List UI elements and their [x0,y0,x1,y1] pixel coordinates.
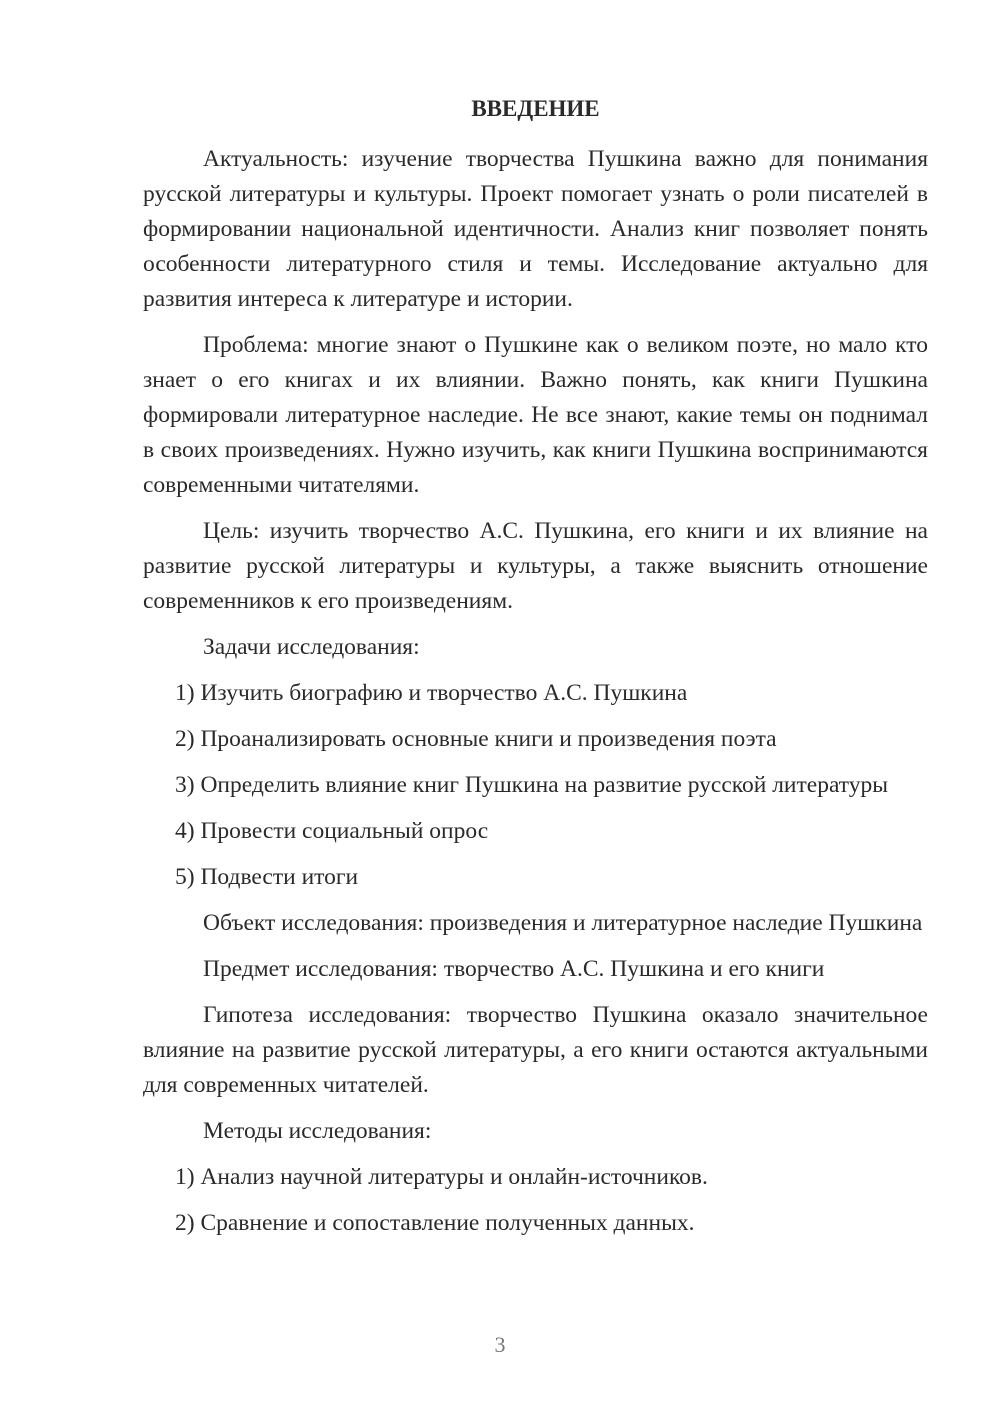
goal-paragraph: Цель: изучить творчество А.С. Пушкина, его книги и их влияние на развитие русской литературы и культуры, а также выяснить отношение современников к его произведениям. [143,518,928,614]
research-object: Объект исследования: произведения и литературное наследие Пушкина [203,910,923,936]
page-title: ВВЕДЕНИЕ [471,96,600,121]
problem-paragraph: Проблема: многие знают о Пушкине как о великом поэте, но мало кто знает о его книгах и их влиянии. Важно понять, как книги Пушкина формировали литературное наследие. Не все знают, какие темы он поднимал в своих произведениях. Нужно изучить, как книги Пушкина воспринимаются современными читателями. [143,332,928,498]
research-subject: Предмет исследования: творчество А.С. Пушкина и его книги [203,956,825,982]
method-item-2: 2) Сравнение и сопоставление полученных данных. [175,1210,695,1236]
relevance-paragraph: Актуальность: изучение творчества Пушкина важно для понимания русской литературы и культуры. Проект помогает узнать о роли писателей в формировании национальной идентичности. Анализ книг позволяет понять особенности литературного стиля и темы. Исследование актуально для развития интереса к литературе и истории. [143,146,928,312]
methods-title: Методы исследования: [203,1118,432,1144]
task-item-2: 2) Проанализировать основные книги и произведения поэта [175,726,777,752]
task-item-1: 1) Изучить биографию и творчество А.С. Пушкина [175,680,688,706]
task-item-5: 5) Подвести итоги [175,864,359,890]
method-item-1: 1) Анализ научной литературы и онлайн-источников. [175,1164,708,1190]
task-item-4: 4) Провести социальный опрос [175,818,489,844]
document-page [143,90,928,1252]
task-item-3: 3) Определить влияние книг Пушкина на развитие русской литературы [175,772,889,798]
tasks-title: Задачи исследования: [203,634,420,660]
page-number: 3 [494,1332,506,1357]
research-hypothesis: Гипотеза исследования: творчество Пушкина оказало значительное влияние на развитие русской литературы, а его книги остаются актуальными для современных читателей. [143,1002,928,1098]
